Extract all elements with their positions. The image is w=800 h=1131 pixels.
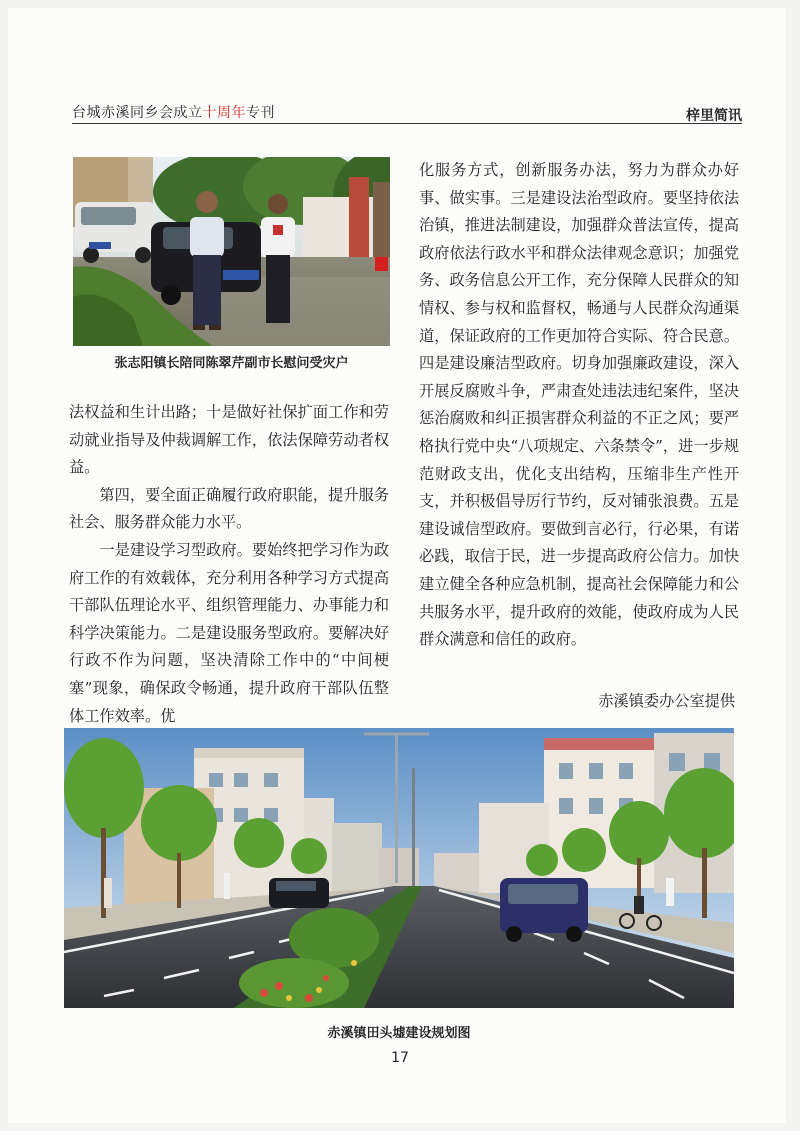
paragraph: 化服务方式，创新服务办法，努力为群众办好事、做实事。三是建设法治型政府。要坚持依法治镇，推进法制建设，加强群众普法宣传，提高政府依法行政水平和群众法律观念意识；加强党务、政务信息公开工作，充分保障人民群众的知情权、参与权和监督权，畅通与人民群众沟通渠道，保证政府的工作更加符合实际、符合民意。四是建设廉洁型政府。切身加强廉政建设，深入开展反腐败斗争，严肃查处违法违纪案件，坚决惩治腐败和纠正损害群众利益的不正之风；要严格执行党中央“八项规定、六条禁令”，进一步规范财政支出，优化支出结构，压缩非生产性开支，并积极倡导厉行节约，反对铺张浪费。五是建设诚信型政府。要做到言必行，行必果，有诺必践，取信于民，进一步提高政府公信力。加快建立健全各种应急机制，提高社会保障能力和公共服务水平，提升政府的效能，使政府成为人民群众满意和信任的政府。 (419, 161, 739, 649)
right-column (419, 157, 739, 654)
page-number: 17 (391, 1050, 409, 1066)
photo-officials-visit (73, 157, 390, 346)
photo2-caption: 赤溪镇田头墟建设规划图 (327, 1026, 471, 1041)
article-credit: 赤溪镇委办公室提供 (598, 692, 735, 710)
paragraph: 法权益和生计出路；十是做好社保扩面工作和劳动就业指导及仲裁调解工作，依法保障劳动者权益。 (69, 403, 389, 477)
photo-street-plan (64, 728, 734, 1008)
paragraph: 第四，要全面正确履行政府职能，提升服务社会、服务群众能力水平。 (69, 485, 389, 532)
left-column (69, 399, 389, 730)
section-title: 梓里简讯 (686, 108, 742, 124)
header-divider (72, 123, 742, 124)
photo1-caption: 张志阳镇长陪同陈翠芹副市长慰问受灾户 (114, 356, 349, 371)
paragraph: 一是建设学习型政府。要始终把学习作为政府工作的有效载体，充分利用各种学习方式提高干部队伍理论水平、组织管理能力、办事能力和科学决策能力。二是建设服务型政府。要解决好行政不作为问题，坚决清除工作中的“中间梗塞”现象，确保政令畅通，提升政府干部队伍整体工作效率。优 (69, 540, 389, 725)
journal-title: 台城赤溪同乡会成立十周年专刊 (72, 105, 275, 121)
title-highlight: 十周年 (202, 105, 246, 121)
